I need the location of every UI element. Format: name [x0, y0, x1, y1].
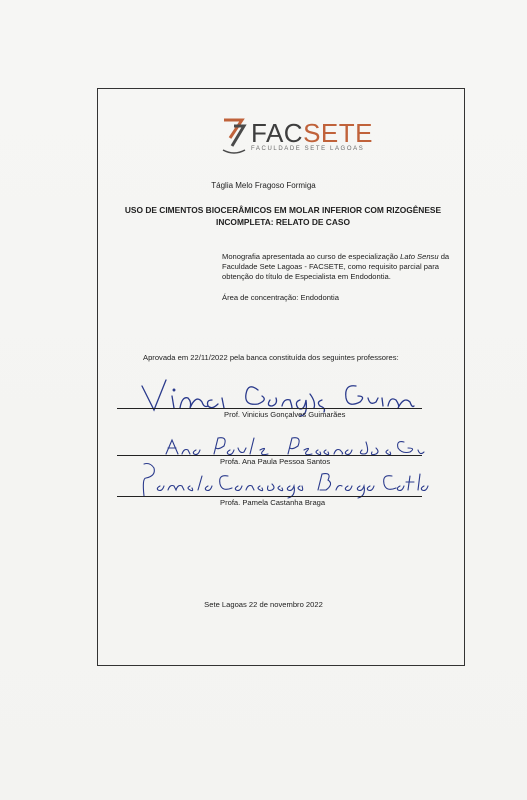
- signature-line-3: [117, 496, 422, 497]
- document-title: [118, 204, 448, 228]
- facsete-logo: [221, 116, 373, 156]
- description-part-1: Monografia apresentada ao curso de especialização: [222, 252, 401, 261]
- description-italic: Lato Sensu: [400, 252, 439, 261]
- description-part-2: da Faculdade Sete Lagoas - FACSETE, como requisito parcial para obtenção do título de Especialista em Endodontia.: [222, 252, 450, 281]
- examiner-3-name: Profa. Pamela Castanha Braga: [220, 498, 326, 507]
- signature-1: [120, 372, 420, 412]
- logo-wordmark: [251, 118, 373, 148]
- title-line-1: USO DE CIMENTOS BIOCERÂMICOS EM MOLAR INFERIOR COM RIZOGÊNESE: [124, 205, 442, 215]
- concentration-area: Área de concentração: Endodontia: [222, 293, 339, 302]
- signature-line-1: [117, 408, 422, 409]
- title-line-2: INCOMPLETA: RELATO DE CASO: [216, 217, 350, 227]
- logo-brand-prefix: FAC: [251, 118, 304, 148]
- approval-statement: Aprovada em 22/11/2022 pela banca constituída dos seguintes professores:: [143, 353, 399, 362]
- place-and-date: Sete Lagoas 22 de novembro 2022: [204, 600, 323, 609]
- author-name: Táglia Melo Fragoso Formiga: [211, 181, 316, 190]
- signature-line-2: [117, 455, 422, 456]
- examiner-1-name: Prof. Vinicius Gonçalves Guimarães: [224, 410, 346, 419]
- logo-tagline: FACULDADE SETE LAGOAS: [251, 146, 365, 152]
- logo-brand-suffix: SETE: [303, 118, 373, 148]
- examiner-2-name: Profa. Ana Paula Pessoa Santos: [220, 457, 331, 466]
- facsete-logo-mark-icon: [221, 116, 247, 154]
- monograph-description: [222, 252, 452, 282]
